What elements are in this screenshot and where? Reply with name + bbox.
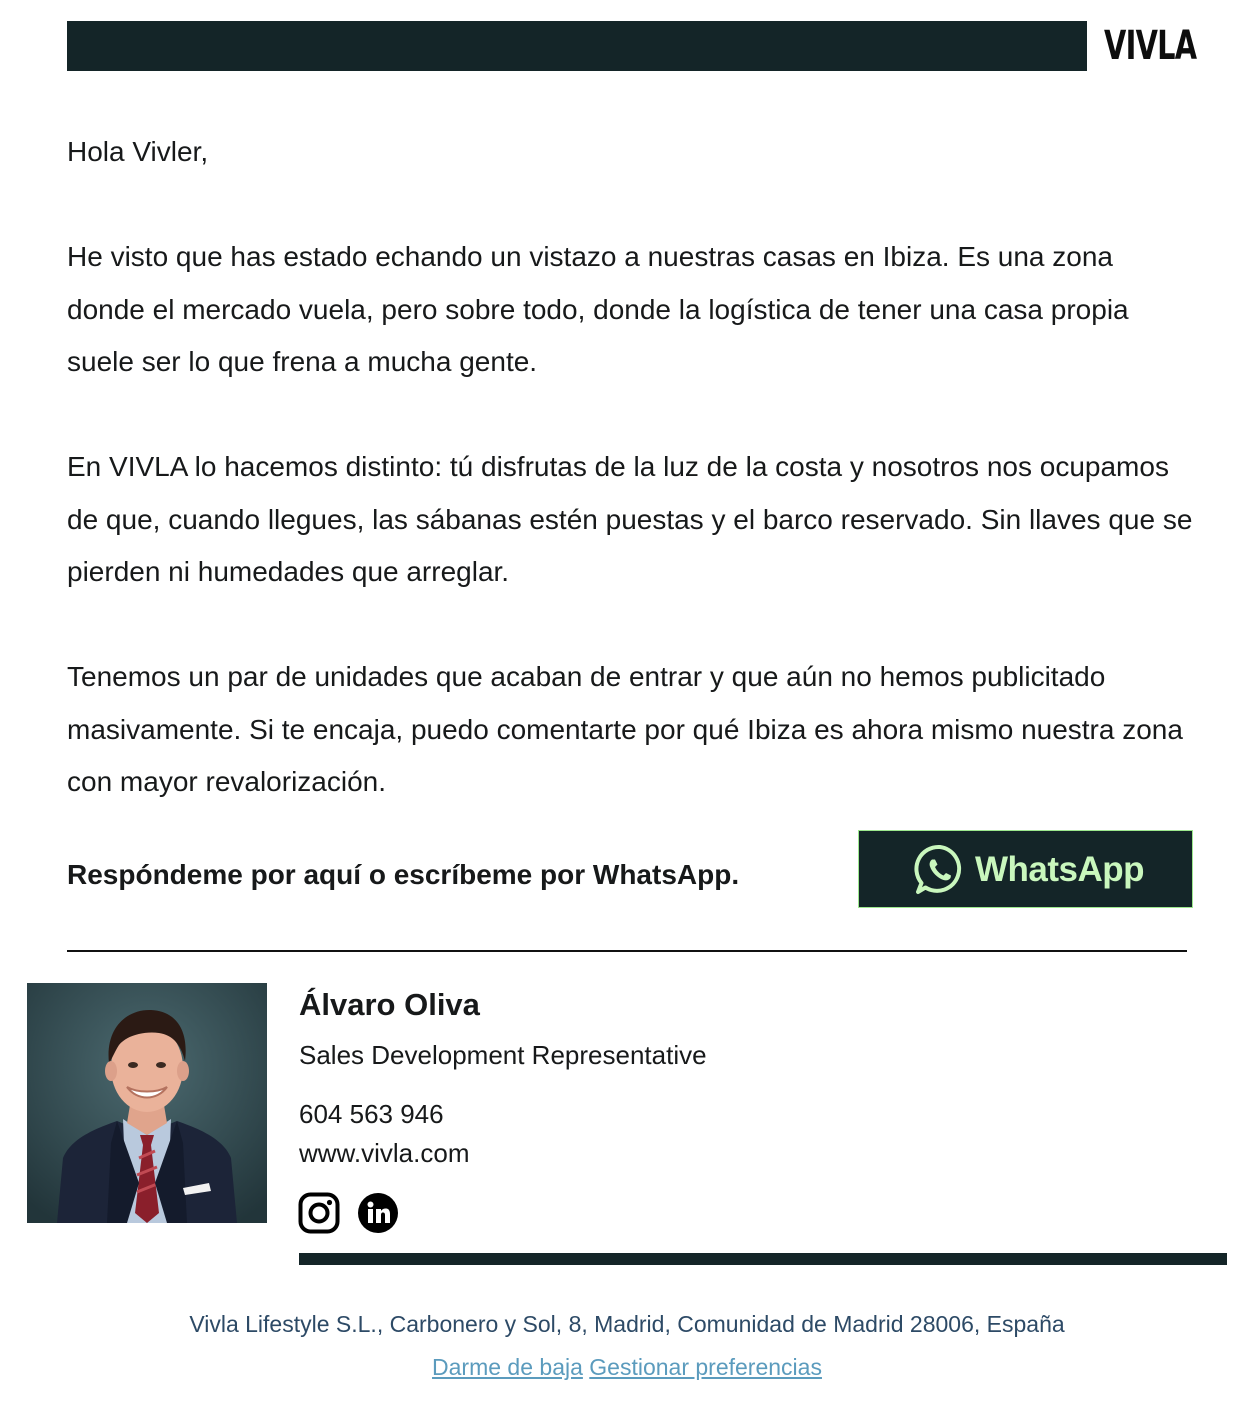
body-paragraph: Tenemos un par de unidades que acaban de entrar y que aún no hemos publicitado masivamente. Si te encaja, puedo comentarte por qué Ibiza es ahora mismo nuestra zona con mayor revalorización. — [67, 661, 1183, 797]
signature-name: Álvaro Oliva — [299, 987, 480, 1022]
signature-website[interactable]: www.vivla.com — [299, 1138, 470, 1168]
greeting: Hola Vivler, — [67, 136, 209, 167]
whatsapp-icon — [913, 843, 967, 897]
signature-bar — [299, 1253, 1227, 1265]
signature-phone[interactable]: 604 563 946 — [299, 1099, 444, 1129]
signature-role: Sales Development Representative — [299, 1040, 707, 1070]
body-paragraph: He visto que has estado echando un vistazo a nuestras casas en Ibiza. Es una zona donde el mercado vuela, pero sobre todo, donde la logística de tener una casa propia suele ser lo que frena a mucha gente. — [67, 241, 1129, 377]
footer-links — [0, 1352, 1254, 1382]
whatsapp-label: WhatsApp — [975, 850, 1145, 889]
linkedin-icon[interactable] — [357, 1192, 399, 1234]
footer-address: Vivla Lifestyle S.L., Carbonero y Sol, 8, Madrid, Comunidad de Madrid 28006, España — [189, 1311, 1065, 1337]
body-paragraph: En VIVLA lo hacemos distinto: tú disfrutas de la luz de la costa y nosotros nos ocupamos de que, cuando llegues, las sábanas estén puestas y el barco reservado. Sin llaves que se pierden ni humedades que arreglar. — [67, 451, 1193, 587]
unsubscribe-link[interactable]: Darme de baja — [432, 1354, 583, 1380]
header-bar — [67, 21, 1087, 71]
cta-text: Respóndeme por aquí o escríbeme por WhatsApp. — [67, 859, 740, 890]
person-photo — [27, 983, 267, 1223]
manage-preferences-link[interactable]: Gestionar preferencias — [589, 1354, 822, 1380]
vivla-logo[interactable]: VIVLA — [1104, 23, 1197, 69]
divider — [67, 950, 1187, 952]
whatsapp-button[interactable] — [858, 830, 1193, 908]
avatar — [27, 983, 267, 1223]
instagram-icon[interactable] — [298, 1192, 340, 1234]
